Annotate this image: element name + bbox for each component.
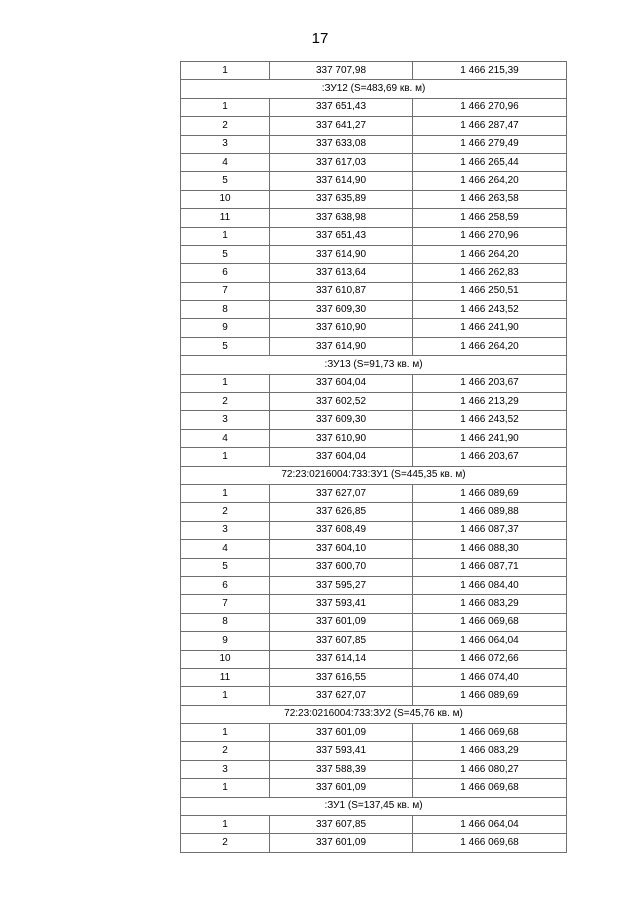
table-row (181, 779, 567, 797)
parcel-header-row (181, 80, 567, 98)
coordinates-table-body (181, 62, 567, 853)
point-number-cell: 9 (181, 319, 270, 337)
y-coordinate-cell: 1 466 203,67 (413, 448, 567, 466)
table-row (181, 558, 567, 576)
table-row (181, 62, 567, 80)
parcel-header-cell: :ЗУ1 (S=137,45 кв. м) (181, 797, 567, 815)
point-number-cell: 8 (181, 301, 270, 319)
y-coordinate-cell: 1 466 069,68 (413, 834, 567, 852)
point-number-cell: 9 (181, 632, 270, 650)
coordinates-table (180, 61, 567, 853)
y-coordinate-cell: 1 466 089,69 (413, 687, 567, 705)
y-coordinate-cell: 1 466 265,44 (413, 153, 567, 171)
y-coordinate-cell: 1 466 279,49 (413, 135, 567, 153)
table-row (181, 429, 567, 447)
x-coordinate-cell: 337 627,07 (270, 484, 413, 502)
point-number-cell: 5 (181, 172, 270, 190)
table-row (181, 135, 567, 153)
y-coordinate-cell: 1 466 203,67 (413, 374, 567, 392)
x-coordinate-cell: 337 617,03 (270, 153, 413, 171)
parcel-header-cell: 72:23:0216004:733:ЗУ2 (S=45,76 кв. м) (181, 705, 567, 723)
point-number-cell: 1 (181, 98, 270, 116)
parcel-header-row (181, 705, 567, 723)
y-coordinate-cell: 1 466 069,68 (413, 779, 567, 797)
point-number-cell: 3 (181, 411, 270, 429)
x-coordinate-cell: 337 601,09 (270, 834, 413, 852)
y-coordinate-cell: 1 466 263,58 (413, 190, 567, 208)
point-number-cell: 11 (181, 209, 270, 227)
y-coordinate-cell: 1 466 083,29 (413, 595, 567, 613)
table-row (181, 98, 567, 116)
y-coordinate-cell: 1 466 069,68 (413, 724, 567, 742)
x-coordinate-cell: 337 604,04 (270, 374, 413, 392)
x-coordinate-cell: 337 604,10 (270, 540, 413, 558)
x-coordinate-cell: 337 616,55 (270, 668, 413, 686)
table-row (181, 117, 567, 135)
table-row (181, 503, 567, 521)
x-coordinate-cell: 337 601,09 (270, 779, 413, 797)
y-coordinate-cell: 1 466 064,04 (413, 632, 567, 650)
x-coordinate-cell: 337 610,90 (270, 429, 413, 447)
table-row (181, 282, 567, 300)
point-number-cell: 1 (181, 227, 270, 245)
point-number-cell: 3 (181, 135, 270, 153)
point-number-cell: 4 (181, 540, 270, 558)
table-row (181, 411, 567, 429)
point-number-cell: 10 (181, 190, 270, 208)
table-row (181, 190, 567, 208)
y-coordinate-cell: 1 466 072,66 (413, 650, 567, 668)
table-row (181, 668, 567, 686)
table-row (181, 595, 567, 613)
y-coordinate-cell: 1 466 264,20 (413, 172, 567, 190)
y-coordinate-cell: 1 466 074,40 (413, 668, 567, 686)
y-coordinate-cell: 1 466 270,96 (413, 98, 567, 116)
x-coordinate-cell: 337 610,90 (270, 319, 413, 337)
x-coordinate-cell: 337 614,90 (270, 172, 413, 190)
table-row (181, 632, 567, 650)
point-number-cell: 1 (181, 62, 270, 80)
table-row (181, 227, 567, 245)
x-coordinate-cell: 337 602,52 (270, 393, 413, 411)
table-row (181, 319, 567, 337)
y-coordinate-cell: 1 466 064,04 (413, 816, 567, 834)
point-number-cell: 2 (181, 117, 270, 135)
point-number-cell: 2 (181, 503, 270, 521)
y-coordinate-cell: 1 466 243,52 (413, 301, 567, 319)
x-coordinate-cell: 337 588,39 (270, 760, 413, 778)
point-number-cell: 1 (181, 687, 270, 705)
x-coordinate-cell: 337 614,14 (270, 650, 413, 668)
x-coordinate-cell: 337 614,90 (270, 337, 413, 355)
table-row (181, 264, 567, 282)
x-coordinate-cell: 337 627,07 (270, 687, 413, 705)
point-number-cell: 10 (181, 650, 270, 668)
table-row (181, 301, 567, 319)
table-row (181, 742, 567, 760)
y-coordinate-cell: 1 466 264,20 (413, 245, 567, 263)
point-number-cell: 11 (181, 668, 270, 686)
x-coordinate-cell: 337 607,85 (270, 632, 413, 650)
y-coordinate-cell: 1 466 264,20 (413, 337, 567, 355)
table-row (181, 576, 567, 594)
table-row (181, 816, 567, 834)
y-coordinate-cell: 1 466 243,52 (413, 411, 567, 429)
point-number-cell: 3 (181, 521, 270, 539)
page-number: 17 (311, 30, 329, 47)
parcel-header-cell: 72:23:0216004:733:ЗУ1 (S=445,35 кв. м) (181, 466, 567, 484)
y-coordinate-cell: 1 466 080,27 (413, 760, 567, 778)
y-coordinate-cell: 1 466 215,39 (413, 62, 567, 80)
point-number-cell: 7 (181, 282, 270, 300)
point-number-cell: 1 (181, 374, 270, 392)
table-row (181, 834, 567, 852)
point-number-cell: 3 (181, 760, 270, 778)
x-coordinate-cell: 337 638,98 (270, 209, 413, 227)
point-number-cell: 7 (181, 595, 270, 613)
table-row (181, 374, 567, 392)
parcel-header-row (181, 797, 567, 815)
point-number-cell: 4 (181, 429, 270, 447)
point-number-cell: 6 (181, 264, 270, 282)
y-coordinate-cell: 1 466 089,88 (413, 503, 567, 521)
table-row (181, 484, 567, 502)
x-coordinate-cell: 337 593,41 (270, 742, 413, 760)
x-coordinate-cell: 337 604,04 (270, 448, 413, 466)
table-row (181, 521, 567, 539)
x-coordinate-cell: 337 608,49 (270, 521, 413, 539)
y-coordinate-cell: 1 466 088,30 (413, 540, 567, 558)
table-row (181, 153, 567, 171)
y-coordinate-cell: 1 466 087,37 (413, 521, 567, 539)
y-coordinate-cell: 1 466 213,29 (413, 393, 567, 411)
parcel-header-row (181, 356, 567, 374)
point-number-cell: 5 (181, 558, 270, 576)
x-coordinate-cell: 337 626,85 (270, 503, 413, 521)
x-coordinate-cell: 337 641,27 (270, 117, 413, 135)
table-row (181, 650, 567, 668)
table-row (181, 448, 567, 466)
point-number-cell: 8 (181, 613, 270, 631)
table-row (181, 172, 567, 190)
x-coordinate-cell: 337 651,43 (270, 98, 413, 116)
x-coordinate-cell: 337 614,90 (270, 245, 413, 263)
y-coordinate-cell: 1 466 262,83 (413, 264, 567, 282)
y-coordinate-cell: 1 466 083,29 (413, 742, 567, 760)
point-number-cell: 1 (181, 724, 270, 742)
table-row (181, 613, 567, 631)
point-number-cell: 1 (181, 779, 270, 797)
table-row (181, 724, 567, 742)
point-number-cell: 1 (181, 484, 270, 502)
point-number-cell: 4 (181, 153, 270, 171)
y-coordinate-cell: 1 466 084,40 (413, 576, 567, 594)
table-row (181, 245, 567, 263)
table-row (181, 393, 567, 411)
point-number-cell: 6 (181, 576, 270, 594)
x-coordinate-cell: 337 593,41 (270, 595, 413, 613)
x-coordinate-cell: 337 609,30 (270, 301, 413, 319)
point-number-cell: 2 (181, 834, 270, 852)
parcel-header-cell: :ЗУ12 (S=483,69 кв. м) (181, 80, 567, 98)
parcel-header-cell: :ЗУ13 (S=91,73 кв. м) (181, 356, 567, 374)
x-coordinate-cell: 337 610,87 (270, 282, 413, 300)
y-coordinate-cell: 1 466 287,47 (413, 117, 567, 135)
y-coordinate-cell: 1 466 258,59 (413, 209, 567, 227)
point-number-cell: 1 (181, 816, 270, 834)
x-coordinate-cell: 337 595,27 (270, 576, 413, 594)
table-row (181, 540, 567, 558)
x-coordinate-cell: 337 651,43 (270, 227, 413, 245)
x-coordinate-cell: 337 635,89 (270, 190, 413, 208)
y-coordinate-cell: 1 466 069,68 (413, 613, 567, 631)
x-coordinate-cell: 337 601,09 (270, 613, 413, 631)
y-coordinate-cell: 1 466 241,90 (413, 319, 567, 337)
x-coordinate-cell: 337 600,70 (270, 558, 413, 576)
y-coordinate-cell: 1 466 250,51 (413, 282, 567, 300)
x-coordinate-cell: 337 607,85 (270, 816, 413, 834)
y-coordinate-cell: 1 466 270,96 (413, 227, 567, 245)
y-coordinate-cell: 1 466 087,71 (413, 558, 567, 576)
table-row (181, 209, 567, 227)
y-coordinate-cell: 1 466 089,69 (413, 484, 567, 502)
x-coordinate-cell: 337 609,30 (270, 411, 413, 429)
point-number-cell: 5 (181, 337, 270, 355)
point-number-cell: 2 (181, 742, 270, 760)
x-coordinate-cell: 337 633,08 (270, 135, 413, 153)
point-number-cell: 2 (181, 393, 270, 411)
point-number-cell: 1 (181, 448, 270, 466)
x-coordinate-cell: 337 601,09 (270, 724, 413, 742)
table-row (181, 687, 567, 705)
point-number-cell: 5 (181, 245, 270, 263)
table-row (181, 760, 567, 778)
x-coordinate-cell: 337 613,64 (270, 264, 413, 282)
y-coordinate-cell: 1 466 241,90 (413, 429, 567, 447)
x-coordinate-cell: 337 707,98 (270, 62, 413, 80)
table-row (181, 337, 567, 355)
parcel-header-row (181, 466, 567, 484)
